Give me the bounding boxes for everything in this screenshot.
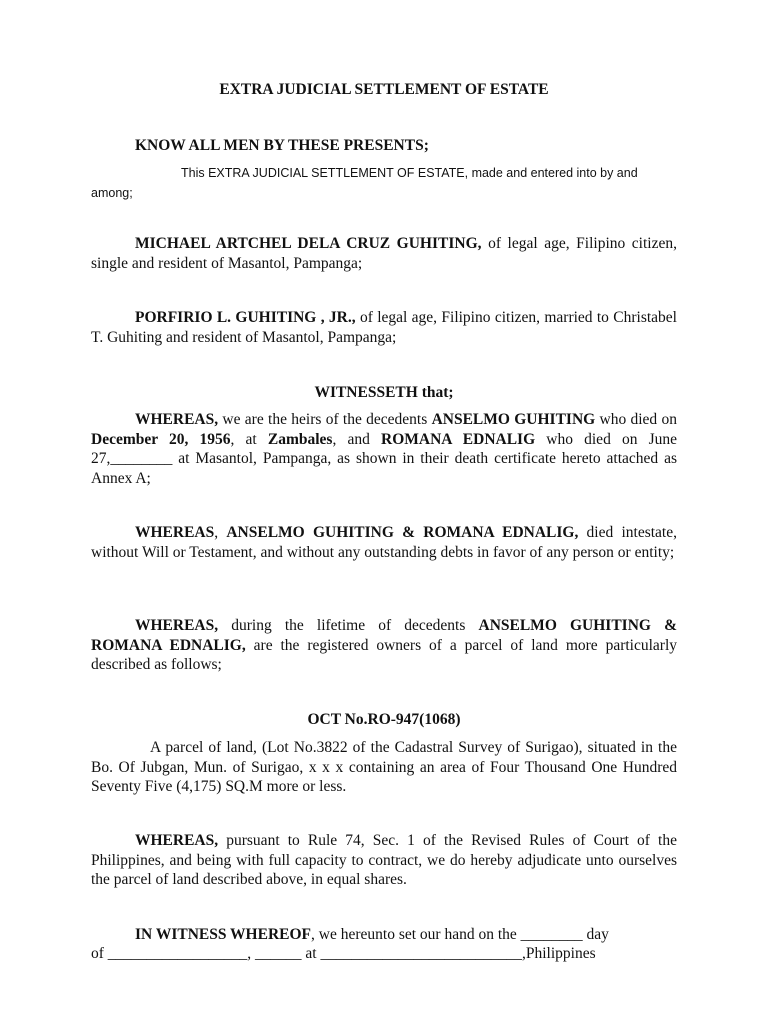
whereas-intestate: WHEREAS, ANSELMO GUHITING & ROMANA EDNALIG, died intestate, without Will or Testament, and without any outstanding debts in favor of any person or entity; <box>91 524 677 561</box>
witness-clause-line2: of __________________, ______ at __________________________,Philippines <box>91 945 596 962</box>
witnesseth-heading: WITNESSETH that; <box>314 384 454 401</box>
party-2: PORFIRIO L. GUHITING , JR., of legal age, Filipino citizen, married to Christabel T. Guhiting and resident of Masantol, Pampanga; <box>91 309 677 346</box>
intro-paragraph: This EXTRA JUDICIAL SETTLEMENT OF ESTATE, made and entered into by and among; <box>91 166 638 200</box>
oct-number: OCT No.RO-947(1068) <box>307 711 461 728</box>
preamble: KNOW ALL MEN BY THESE PRESENTS; <box>135 137 429 154</box>
party-1: MICHAEL ARTCHEL DELA CRUZ GUHITING, of legal age, Filipino citizen, single and resident of Masantol, Pampanga; <box>91 235 677 272</box>
land-description: A parcel of land, (Lot No.3822 of the Cadastral Survey of Surigao), situated in the Bo. Of Jubgan, Mun. of Surigao, x x x containing an area of Four Thousand One Hundred Seventy Five (4,175) SQ.M more or less. <box>91 739 677 795</box>
whereas-heirs: WHEREAS, we are the heirs of the decedents ANSELMO GUHITING who died on December 20, 1956, at Zambales, and ROMANA EDNALIG who died on June 27,________ at Masantol, Pampanga, as shown in their death certificate hereto attached as Annex A; <box>91 411 678 487</box>
whereas-owners: WHEREAS, during the lifetime of decedents ANSELMO GUHITING & ROMANA EDNALIG, are the registered owners of a parcel of land more particularly described as follows; <box>91 617 678 673</box>
document-title: EXTRA JUDICIAL SETTLEMENT OF ESTATE <box>219 81 549 98</box>
witness-clause: IN WITNESS WHEREOF, we hereunto set our hand on the ________ day <box>135 926 609 943</box>
whereas-adjudicate: WHEREAS, pursuant to Rule 74, Sec. 1 of the Revised Rules of Court of the Philippines, and being with full capacity to contract, we do hereby adjudicate unto ourselves the parcel of land described above, in equal shares. <box>91 832 677 888</box>
